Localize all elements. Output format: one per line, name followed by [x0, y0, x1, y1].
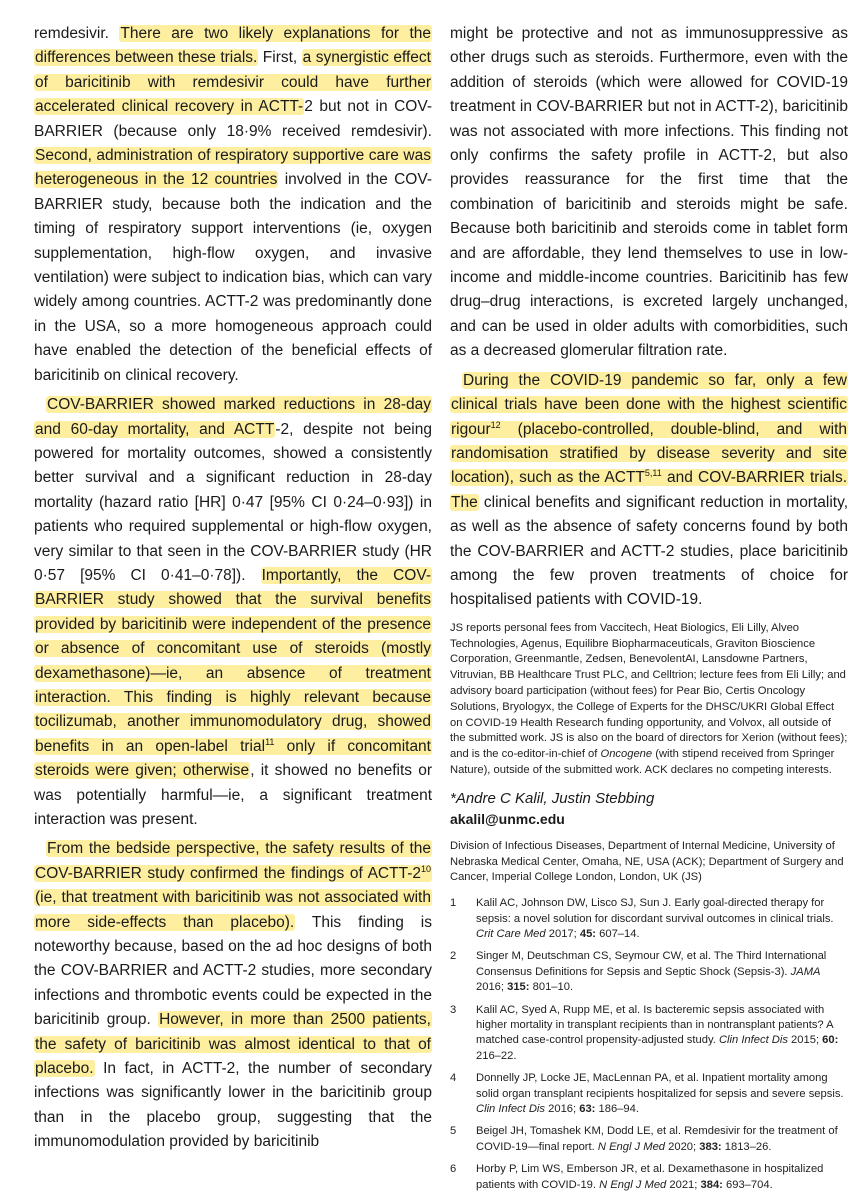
- highlight: There are two likely explanations for the differences between these trials.: [35, 25, 431, 67]
- reference-list: [450, 896, 848, 1193]
- reference-journal: Clin Infect Dis: [718, 1034, 788, 1047]
- highlight: Importantly, the COV-BARRIER study showed that the survival benefits provided by baricitinib were independent of the presence or absence of concomitant use of steroids (mostly dexamethasone)—ie, an absence of treatment interaction. This finding is highly relevant because tocilizumab, another immunomodulatory drug, showed benefits in an open-label trial$^{11}$ only if concomitant steroids were given; otherwise: [35, 566, 431, 780]
- reference-year: 2020;: [665, 1140, 700, 1153]
- reference-number: 3: [450, 1003, 457, 1016]
- reference-number: 5: [450, 1125, 457, 1138]
- reference-year: 2015;: [787, 1034, 823, 1047]
- reference-item: [450, 1162, 848, 1193]
- reference-year: 2016;: [476, 981, 508, 994]
- reference-journal: Crit Care Med: [476, 927, 546, 940]
- paragraph-safety: From the bedside perspective, the safety results of the COV-BARRIER study confirmed the findings of ACTT-$2^{10}$ (ie, that treatment with baricitinib was not associated with more side-effects than placebo). This finding is noteworthy because, based on the ad hoc designs of both the COV-BARRIER and ACTT-2 studies, more secondary infections and thrombotic events could be expected in the baricitinib group. However, in more than 2500 patients, the safety of baricitinib was almost identical to that of placebo. In fact, in ACTT-2, the number of secondary infections was significantly lower in the baricitinib group than in the placebo group, suggesting that the immunomodulation provided by baricitinib: [34, 840, 432, 1151]
- paragraph-explanations: remdesivir. There are two likely explanations for the differences between these trials. First, a synergistic effect of baricitinib with remdesivir could have further accelerated clinical recovery in ACTT-2 but not in COV-BARRIER (because only 18·9% received remdesivir). Second, administration of respiratory supportive care was heterogeneous in the 12 countries involved in the COV-BARRIER study, because both the indication and the timing of respiratory support interventions (ie, oxygen supplementation, high-flow oxygen, and invasive ventilation) were subject to indication bias, which can vary widely among countries. ACTT-2 was predominantly done in the USA, so a more homogeneous approach could have enabled the detection of the beneficial effects of baricitinib on clinical recovery.: [34, 25, 433, 384]
- highlight: During the COVID-19 pandemic so far, only a few clinical trials have been done with the highest scientific rigour$^{12}$ (placebo-controlled, double-blind, and with randomisation stratified by disease severity and site location), such as the ACTT$^{5,11}$ and COV-BARRIER trials. The: [451, 371, 848, 511]
- reference-pages: 186–94.: [595, 1102, 639, 1115]
- reference-volume: 383:: [699, 1140, 722, 1153]
- citation: 11: [265, 736, 275, 747]
- reference-volume: 384:: [700, 1178, 723, 1191]
- highlight: COV-BARRIER showed marked reductions in 28-day and 60-day mortality, and ACTT: [35, 396, 431, 438]
- reference-text: [476, 1124, 848, 1155]
- right-body: [450, 22, 848, 613]
- reference-volume: 60:: [822, 1034, 839, 1047]
- reference-citation: Horby P, Lim WS, Emberson JR, et al. Dexamethasone in hospitalized patients with COVID-19.: [476, 1163, 824, 1191]
- highlight: Second, administration of respiratory supportive care was heterogeneous in the 12 countries: [35, 147, 431, 189]
- reference-number: 2: [450, 950, 457, 963]
- reference-pages: 801–10.: [529, 981, 574, 994]
- citation: 10: [420, 863, 431, 874]
- reference-year: 2021;: [666, 1178, 701, 1191]
- reference-citation: Donnelly JP, Locke JE, MacLennan PA, et al. Inpatient mortality among solid organ transplant recipients hospitalized for sepsis and severe sepsis.: [476, 1072, 844, 1100]
- reference-journal: JAMA: [790, 965, 821, 978]
- highlight: However, in more than 2500 patients, the safety of baricitinib was almost identical to that of placebo.: [35, 1011, 431, 1078]
- left-column: [34, 22, 432, 1155]
- reference-number: 1: [450, 897, 457, 910]
- reference-pages: 693–704.: [722, 1178, 773, 1191]
- paragraph-immunosuppression: might be protective and not as immunosuppressive as other drugs such as steroids. Furthermore, even with the addition of steroids (which were allowed for COVID-19 treatment in COV-BARRIER but not in ACTT-2), baricitinib was not associated with more infections. This finding not only confirms the safety profile in ACTT-2, but also provides reassurance for the first time that the combination of baricitinib and steroids might be safe. Because both baricitinib and steroids come in tablet form and are affordable, they lend themselves to use in low-income and middle-income countries. Baricitinib has few drug–drug interactions, is excreted largely unchanged, and can be used in older adults with comorbidities, such as a decreased glomerular filtration rate.: [450, 25, 848, 360]
- reference-text: [476, 1071, 848, 1117]
- competing-interests: JS reports personal fees from Vaccitech, Heat Biologics, Eli Lilly, Alveo Technologies, Agenus, Equilibre Biopharmaceuticals, Graviton Bioscience Corporation, Greenmantle, Zedsen, BenevolentAI, Lansdowne Partners, Vitruvian, BB Healthcare Trust PLC, and Celltrion; lecture fees from Eli Lilly; and advisory board participation (without fees) for Pear Bio, Certis Oncology Solutions, Bryologyx, the College of Experts for the DHSC/UKRI Global Effect on COVID-19 Health Research funding opportunity, and Volvox, all outside of the submitted work. JS is also on the board of directors for Xerion (without fees); and is the co-editor-in-chief of Oncogene (with stipend received from Springer Nature), outside of the submitted work. ACK declares no competing interests.: [450, 621, 848, 776]
- reference-citation: Singer M, Deutschman CS, Seymour CW, et al. The Third International Consensus Definitions for Sepsis and Septic Shock (Sepsis-3).: [476, 950, 827, 978]
- reference-citation: Kalil AC, Johnson DW, Lisco SJ, Sun J. Early goal-directed therapy for sepsis: a novel solution for discordant survival outcomes in clinical trials.: [476, 897, 834, 925]
- reference-item: [450, 1124, 848, 1155]
- reference-item: [450, 1071, 848, 1117]
- reference-journal: Clin Infect Dis: [476, 1102, 546, 1115]
- reference-volume: 45:: [579, 927, 597, 940]
- reference-number: 4: [450, 1072, 457, 1085]
- reference-year: 2017;: [545, 927, 580, 940]
- paragraph-mortality: COV-BARRIER showed marked reductions in 28-day and 60-day mortality, and ACTT-2, despite not being powered for mortality outcomes, showed a consistently better survival and a significant reduction in 28-day mortality (hazard ratio [HR] 0·47 [95% CI 0·24–0·93]) in patients who required supplemental or high-flow oxygen, very similar to that seen in the COV-BARRIER study (HR 0·57 [95% CI 0·41–0·78]). Importantly, the COV-BARRIER study showed that the survival benefits provided by baricitinib were independent of the presence or absence of concomitant use of steroids (mostly dexamethasone)—ie, an absence of treatment interaction. This finding is highly relevant because tocilizumab, another immunomodulatory drug, showed benefits in an open-label trial$^{11}$ only if concomitant steroids were given; otherwise, it showed no benefits or was potentially harmful—ie, a significant treatment interaction was present.: [34, 396, 432, 828]
- reference-volume: 315:: [507, 981, 530, 994]
- author-email[interactable]: akalil@unmc.edu: [450, 810, 565, 827]
- right-column: [450, 22, 848, 1200]
- reference-citation: Kalil AC, Syed A, Rupp ME, et al. Is bacteremic sepsis associated with higher mortality in transplant recipients than in nontransplant patients? A matched case-control propensity-adjusted study.: [476, 1003, 833, 1047]
- citation: 12: [490, 419, 501, 430]
- reference-citation: Beigel JH, Tomashek KM, Dodd LE, et al. Remdesivir for the treatment of COVID-19—final report.: [476, 1125, 838, 1153]
- citation: 5,11: [644, 468, 662, 479]
- affiliation: Division of Infectious Diseases, Department of Internal Medicine, University of Nebraska Medical Center, Omaha, NE, USA (ACK); Department of Surgery and Cancer, Imperial College London, London, UK (JS): [450, 839, 844, 884]
- reference-item: [450, 896, 848, 942]
- reference-year: 2016;: [545, 1102, 580, 1115]
- reference-journal: N Engl J Med: [597, 1140, 666, 1153]
- reference-text: [476, 896, 848, 942]
- paragraph-trials: During the COVID-19 pandemic so far, only a few clinical trials have been done with the highest scientific rigour$^{12}$ (placebo-controlled, double-blind, and with randomisation stratified by disease severity and site location), such as the ACTT$^{5,11}$ and COV-BARRIER trials. The clinical benefits and significant reduction in mortality, as well as the absence of safety concerns found by both the COV-BARRIER and ACTT-2 studies, place baricitinib among the few proven treatments of choice for hospitalised patients with COVID-19.: [450, 371, 848, 609]
- reference-text: [476, 1003, 848, 1065]
- reference-pages: 1813–26.: [721, 1140, 772, 1153]
- highlight: a synergistic effect of baricitinib with remdesivir could have further accelerated clinical recovery in ACTT-: [35, 49, 431, 116]
- highlight: From the bedside perspective, the safety results of the COV-BARRIER study confirmed the findings of ACTT-$2^{10}$ (ie, that treatment with baricitinib was not associated with more side-effects than placebo).: [35, 840, 431, 931]
- reference-item: [450, 949, 848, 995]
- reference-text: [476, 1162, 848, 1193]
- reference-item: [450, 1003, 848, 1065]
- reference-pages: 607–14.: [596, 927, 640, 940]
- reference-number: 6: [450, 1163, 457, 1176]
- reference-text: [476, 949, 848, 995]
- reference-volume: 63:: [579, 1102, 596, 1115]
- reference-journal: N Engl J Med: [599, 1178, 667, 1191]
- author-names: *Andre C Kalil, Justin Stebbing: [450, 789, 655, 807]
- reference-pages: 216–22.: [476, 1049, 517, 1062]
